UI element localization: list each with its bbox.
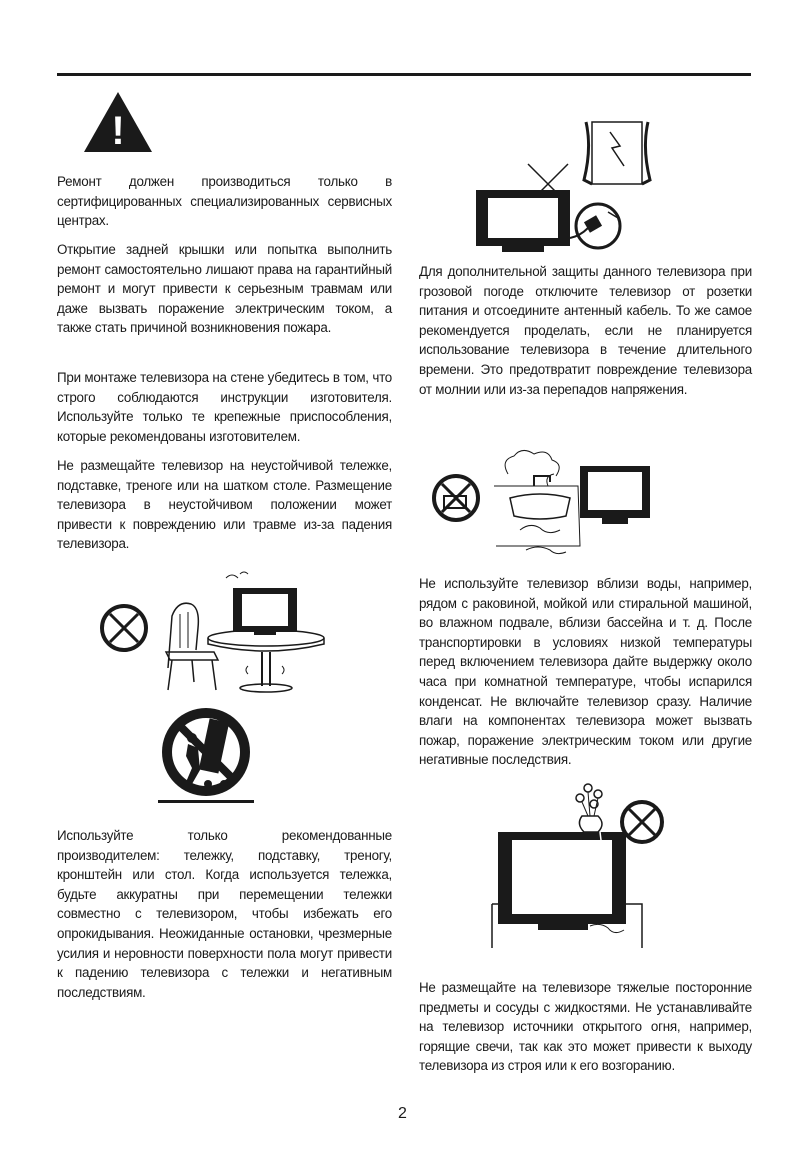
paragraph-wall-mount: При монтаже телевизора на стене убедитесь в том, что строго соблюдаются инструкции изготовителя. Используйте только те крепежные приспособления, которые рекомендованы изготовителем.	[57, 370, 392, 444]
top-rule	[57, 73, 751, 76]
paragraph-water: Не используйте телевизор вблизи воды, например, рядом с раковиной, мойкой или стиральной машиной, во влажном подвале, вблизи бассейна и т. д. После транспортировки в условиях низкой температуры перед включением телевизора дайте выдержку около часа при комнатной температуре, чтобы испарился конденсат. Не включайте телевизор сразу. Наличие влаги на компонентах телевизора может вызвать пожар, поражение электрическим током или другие негативные последствия.	[419, 576, 752, 768]
paragraph-unstable-stand: Не размещайте телевизор на неустойчивой тележке, подставке, треноге или на шатком столе. Размещение телевизора в неустойчивом положении может привести к повреждению или травме из-за падения телевизора.	[57, 458, 392, 552]
paragraph-repair-service: Ремонт должен производиться только в сертифицированных специализированных сервисных центрах.	[57, 174, 392, 229]
table-chair-illustration	[96, 568, 326, 696]
page-number: 2	[398, 1105, 407, 1122]
warning-triangle-icon	[82, 90, 154, 154]
paragraph-back-cover: Открытие задней крышки или попытка выполнить ремонт самостоятельно лишают права на гарантийный ремонт и могут привести к серьезным травмам или даже вызвать поражение электрическим током, а также стать причиной возникновения пожара.	[57, 242, 392, 336]
water-sink-illustration	[430, 446, 660, 558]
lightning-unplug-illustration	[474, 118, 662, 258]
vase-on-tv-illustration	[490, 776, 666, 952]
warning-mark: !	[111, 109, 125, 153]
paragraph-heavy-objects: Не размещайте на телевизоре тяжелые посторонние предметы и сосуды с жидкостями. Не устанавливайте на телевизор источники открытого огня, например, горящие свечи, так как это может привести к выходу телевизора из строя или к его возгоранию.	[419, 980, 752, 1074]
cart-tipover-icon	[158, 704, 254, 804]
paragraph-recommended-cart: Используйте только рекомендованные производителем: тележку, подставку, треногу, кронштейн или стол. Когда используется тележка, будьте аккуратны при перемещении тележки совместно с телевизором, чтобы избежать его опрокидывания. Неожиданные остановки, чрезмерные усилия и неровности поверхности пола могут привести к падению телевизора с тележки и негативным последствиям.	[57, 828, 392, 1000]
paragraph-thunderstorm: Для дополнительной защиты данного телевизора при грозовой погоде отключите телевизор от розетки питания и отсоедините антенный кабель. То же самое рекомендуется проделать, если не планируется использование телевизора в течение длительного времени. Это предотвратит повреждение телевизора от молнии или из-за перепадов напряжения.	[419, 264, 752, 397]
